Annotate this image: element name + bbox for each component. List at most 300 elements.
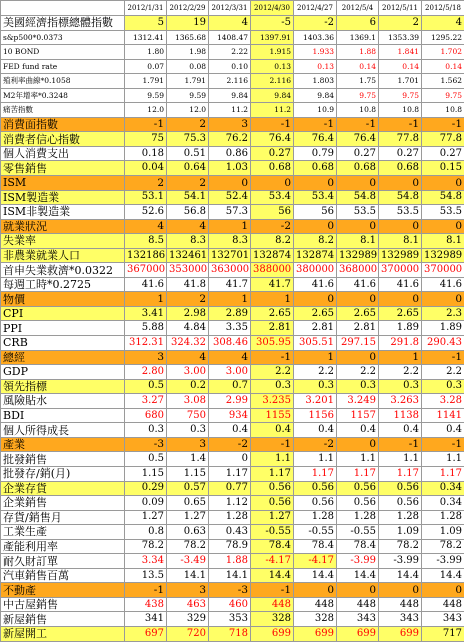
value-cell[interactable]: 53.5 xyxy=(379,205,422,220)
date-header-cell[interactable]: 2012/5/11 xyxy=(379,1,422,16)
value-cell[interactable]: 0.79 xyxy=(294,146,337,161)
value-cell[interactable]: 1.562 xyxy=(422,74,464,89)
value-cell[interactable]: 717 xyxy=(422,626,464,641)
value-cell[interactable]: 2.65 xyxy=(337,306,379,321)
value-cell[interactable]: 0.3 xyxy=(125,423,167,438)
value-cell[interactable]: 388000 xyxy=(251,263,294,278)
value-cell[interactable]: -4.17 xyxy=(251,554,294,569)
value-cell[interactable]: -3 xyxy=(125,437,167,452)
value-cell[interactable]: 0.56 xyxy=(379,481,422,496)
date-header-cell[interactable]: 2012/5/4 xyxy=(337,1,379,16)
value-cell[interactable]: 8.1 xyxy=(422,234,464,249)
value-cell[interactable]: -3.99 xyxy=(422,554,464,569)
value-cell[interactable]: 0.27 xyxy=(422,146,464,161)
value-cell[interactable]: 12.0 xyxy=(167,103,209,118)
value-cell[interactable]: 0.3 xyxy=(251,379,294,394)
value-cell[interactable]: 1.80 xyxy=(125,45,167,60)
value-cell[interactable]: 54.8 xyxy=(337,190,379,205)
row-label-cell[interactable]: 不動產 xyxy=(1,583,125,598)
date-header-cell[interactable]: 2012/2/29 xyxy=(167,1,209,16)
value-cell[interactable]: 750 xyxy=(167,408,209,423)
value-cell[interactable]: 1.28 xyxy=(209,510,251,525)
value-cell[interactable]: 53.4 xyxy=(251,190,294,205)
value-cell[interactable]: 0.13 xyxy=(294,59,337,74)
value-cell[interactable]: 1.27 xyxy=(125,510,167,525)
value-cell[interactable]: 367000 xyxy=(125,263,167,278)
value-cell[interactable]: 3.35 xyxy=(209,321,251,336)
value-cell[interactable]: 2.65 xyxy=(294,306,337,321)
value-cell[interactable]: 4 xyxy=(167,219,209,234)
row-label-cell[interactable]: ISM非製造業 xyxy=(1,205,125,220)
value-cell[interactable]: 1.09 xyxy=(379,525,422,540)
value-cell[interactable]: 132701 xyxy=(209,248,251,263)
value-cell[interactable]: 1.17 xyxy=(251,466,294,481)
row-label-cell[interactable]: ISM製造業 xyxy=(1,190,125,205)
value-cell[interactable]: 9.84 xyxy=(251,88,294,103)
value-cell[interactable]: 0.5 xyxy=(125,452,167,467)
value-cell[interactable]: 1.03 xyxy=(209,161,251,176)
value-cell[interactable]: -1 xyxy=(294,117,337,132)
value-cell[interactable]: 8.5 xyxy=(125,234,167,249)
value-cell[interactable]: 0.64 xyxy=(167,161,209,176)
value-cell[interactable]: 448 xyxy=(379,597,422,612)
value-cell[interactable]: 2.80 xyxy=(125,365,167,380)
value-cell[interactable]: 363000 xyxy=(209,263,251,278)
row-label-cell[interactable]: 總經 xyxy=(1,350,125,365)
row-label-cell[interactable]: 痛苦指數 xyxy=(1,103,125,118)
value-cell[interactable]: 78.4 xyxy=(294,539,337,554)
value-cell[interactable]: 3.235 xyxy=(251,394,294,409)
value-cell[interactable]: 78.9 xyxy=(209,539,251,554)
row-label-cell[interactable]: ISM xyxy=(1,176,125,191)
row-label-cell[interactable]: 零售銷售 xyxy=(1,161,125,176)
value-cell[interactable]: 0.3 xyxy=(337,379,379,394)
row-label-cell[interactable]: 存貨/銷售月 xyxy=(1,510,125,525)
value-cell[interactable]: 3.34 xyxy=(125,554,167,569)
value-cell[interactable]: 14.4 xyxy=(294,568,337,583)
value-cell[interactable]: 3 xyxy=(209,117,251,132)
value-cell[interactable]: 448 xyxy=(422,597,464,612)
value-cell[interactable]: 76.4 xyxy=(294,132,337,147)
value-cell[interactable]: -3.49 xyxy=(167,554,209,569)
value-cell[interactable]: 680 xyxy=(125,408,167,423)
value-cell[interactable]: 1.28 xyxy=(337,510,379,525)
value-cell[interactable]: 3.08 xyxy=(167,394,209,409)
value-cell[interactable]: 0.27 xyxy=(337,146,379,161)
value-cell[interactable]: 0.56 xyxy=(251,496,294,511)
value-cell[interactable]: 1 xyxy=(251,292,294,307)
value-cell[interactable]: 4 xyxy=(422,16,464,31)
value-cell[interactable]: -5 xyxy=(251,16,294,31)
value-cell[interactable]: 3.00 xyxy=(209,365,251,380)
row-label-cell[interactable]: 10 BOND xyxy=(1,45,125,60)
value-cell[interactable]: 10.8 xyxy=(337,103,379,118)
value-cell[interactable]: 19 xyxy=(167,16,209,31)
value-cell[interactable]: 4 xyxy=(209,350,251,365)
value-cell[interactable]: 0.56 xyxy=(337,481,379,496)
value-cell[interactable]: 0 xyxy=(294,219,337,234)
value-cell[interactable]: 6 xyxy=(337,16,379,31)
value-cell[interactable]: 57.3 xyxy=(209,205,251,220)
value-cell[interactable]: 54.8 xyxy=(422,190,464,205)
value-cell[interactable]: 1.1 xyxy=(251,452,294,467)
value-cell[interactable]: 0.86 xyxy=(209,146,251,161)
row-label-cell[interactable]: 新屋開工 xyxy=(1,626,125,641)
row-label-cell[interactable]: 失業率 xyxy=(1,234,125,249)
row-label-cell[interactable]: 耐久財訂單 xyxy=(1,554,125,569)
value-cell[interactable]: 2.81 xyxy=(337,321,379,336)
value-cell[interactable]: 0.3 xyxy=(422,379,464,394)
value-cell[interactable]: 699 xyxy=(379,626,422,641)
value-cell[interactable]: 0.27 xyxy=(379,146,422,161)
value-cell[interactable]: 41.6 xyxy=(294,277,337,292)
value-cell[interactable]: 2 xyxy=(167,176,209,191)
value-cell[interactable]: 78.2 xyxy=(125,539,167,554)
value-cell[interactable]: 2.116 xyxy=(209,74,251,89)
value-cell[interactable]: 0.04 xyxy=(125,161,167,176)
value-cell[interactable]: 448 xyxy=(337,597,379,612)
row-label-cell[interactable]: CPI xyxy=(1,306,125,321)
value-cell[interactable]: 1353.39 xyxy=(379,30,422,45)
value-cell[interactable]: 305.51 xyxy=(294,336,337,351)
value-cell[interactable]: 56 xyxy=(294,205,337,220)
value-cell[interactable]: 0 xyxy=(337,350,379,365)
value-cell[interactable]: 1.933 xyxy=(294,45,337,60)
value-cell[interactable]: 8.1 xyxy=(379,234,422,249)
value-cell[interactable]: 2 xyxy=(167,117,209,132)
value-cell[interactable]: 0 xyxy=(422,292,464,307)
value-cell[interactable]: 0 xyxy=(422,176,464,191)
value-cell[interactable]: 2.2 xyxy=(422,365,464,380)
value-cell[interactable]: 0.68 xyxy=(337,161,379,176)
value-cell[interactable]: 8.2 xyxy=(251,234,294,249)
value-cell[interactable]: 0.4 xyxy=(294,423,337,438)
value-cell[interactable]: 4.84 xyxy=(167,321,209,336)
value-cell[interactable]: -3 xyxy=(209,583,251,598)
row-label-cell[interactable]: 企業存貨 xyxy=(1,481,125,496)
value-cell[interactable]: 0.18 xyxy=(125,146,167,161)
value-cell[interactable]: 9.59 xyxy=(167,88,209,103)
value-cell[interactable]: 368000 xyxy=(337,263,379,278)
value-cell[interactable]: 0 xyxy=(337,583,379,598)
value-cell[interactable]: 41.8 xyxy=(167,277,209,292)
value-cell[interactable]: 14.4 xyxy=(251,568,294,583)
row-label-cell[interactable]: 物價 xyxy=(1,292,125,307)
value-cell[interactable]: 0 xyxy=(337,437,379,452)
value-cell[interactable]: 308.46 xyxy=(209,336,251,351)
value-cell[interactable]: 1.1 xyxy=(337,452,379,467)
value-cell[interactable]: 291.8 xyxy=(379,336,422,351)
value-cell[interactable]: 1.841 xyxy=(379,45,422,60)
value-cell[interactable]: 1 xyxy=(209,219,251,234)
value-cell[interactable]: 370000 xyxy=(379,263,422,278)
value-cell[interactable]: 10.8 xyxy=(379,103,422,118)
value-cell[interactable]: 9.59 xyxy=(125,88,167,103)
row-label-cell[interactable]: 首申失業救濟*0.0322 xyxy=(1,263,125,278)
value-cell[interactable]: 448 xyxy=(294,597,337,612)
value-cell[interactable]: 341 xyxy=(125,612,167,627)
value-cell[interactable]: 0.07 xyxy=(125,59,167,74)
value-cell[interactable]: 0 xyxy=(379,583,422,598)
value-cell[interactable]: 1.09 xyxy=(422,525,464,540)
value-cell[interactable]: -2 xyxy=(294,437,337,452)
value-cell[interactable]: 1.791 xyxy=(167,74,209,89)
value-cell[interactable]: 41.7 xyxy=(251,277,294,292)
value-cell[interactable]: 3.249 xyxy=(337,394,379,409)
value-cell[interactable]: 0.3 xyxy=(294,379,337,394)
value-cell[interactable]: 53.4 xyxy=(294,190,337,205)
value-cell[interactable]: 0 xyxy=(294,176,337,191)
row-label-cell[interactable]: 消費者信心指數 xyxy=(1,132,125,147)
value-cell[interactable]: 0 xyxy=(209,452,251,467)
value-cell[interactable]: 1.12 xyxy=(209,496,251,511)
row-label-cell[interactable]: 就業狀況 xyxy=(1,219,125,234)
value-cell[interactable]: 75 xyxy=(125,132,167,147)
value-cell[interactable]: 0 xyxy=(294,292,337,307)
row-label-cell[interactable]: 消費面指數 xyxy=(1,117,125,132)
value-cell[interactable]: 0 xyxy=(337,219,379,234)
value-cell[interactable]: 1.803 xyxy=(294,74,337,89)
value-cell[interactable]: 0.4 xyxy=(337,423,379,438)
row-label-cell[interactable]: 殖利率曲線*0.1058 xyxy=(1,74,125,89)
value-cell[interactable]: 1.28 xyxy=(294,510,337,525)
value-cell[interactable]: 0.7 xyxy=(209,379,251,394)
value-cell[interactable]: 41.6 xyxy=(422,277,464,292)
row-label-cell[interactable]: 個人所得成長 xyxy=(1,423,125,438)
value-cell[interactable]: 9.84 xyxy=(209,88,251,103)
value-cell[interactable]: 699 xyxy=(294,626,337,641)
value-cell[interactable]: 0.3 xyxy=(167,423,209,438)
value-cell[interactable]: 1.4 xyxy=(167,452,209,467)
value-cell[interactable]: 14.1 xyxy=(167,568,209,583)
value-cell[interactable]: 343 xyxy=(379,612,422,627)
value-cell[interactable]: 0.14 xyxy=(379,59,422,74)
value-cell[interactable]: 4 xyxy=(167,350,209,365)
value-cell[interactable]: 0.68 xyxy=(251,161,294,176)
value-cell[interactable]: 0.56 xyxy=(294,481,337,496)
value-cell[interactable]: 0.4 xyxy=(251,423,294,438)
value-cell[interactable]: 1.88 xyxy=(209,554,251,569)
value-cell[interactable]: 1.89 xyxy=(422,321,464,336)
row-label-cell[interactable]: s&p500*0.0373 xyxy=(1,30,125,45)
value-cell[interactable]: 1.17 xyxy=(422,466,464,481)
row-label-cell[interactable]: 新屋銷售 xyxy=(1,612,125,627)
value-cell[interactable]: 0 xyxy=(294,583,337,598)
row-label-cell[interactable]: GDP xyxy=(1,365,125,380)
value-cell[interactable]: 0 xyxy=(379,219,422,234)
value-cell[interactable]: 328 xyxy=(251,612,294,627)
value-cell[interactable]: 329 xyxy=(167,612,209,627)
value-cell[interactable]: 697 xyxy=(125,626,167,641)
value-cell[interactable]: 52.4 xyxy=(209,190,251,205)
value-cell[interactable]: 699 xyxy=(337,626,379,641)
value-cell[interactable]: 8.1 xyxy=(337,234,379,249)
value-cell[interactable]: -3.99 xyxy=(379,554,422,569)
value-cell[interactable]: 0.2 xyxy=(167,379,209,394)
value-cell[interactable]: 312.31 xyxy=(125,336,167,351)
value-cell[interactable]: -1 xyxy=(422,350,464,365)
row-label-cell[interactable]: M2年增率*0.3248 xyxy=(1,88,125,103)
value-cell[interactable]: 0.57 xyxy=(167,481,209,496)
value-cell[interactable]: 0.08 xyxy=(167,59,209,74)
row-label-cell[interactable]: 風險貼水 xyxy=(1,394,125,409)
value-cell[interactable]: 0 xyxy=(379,292,422,307)
value-cell[interactable]: 11.2 xyxy=(251,103,294,118)
value-cell[interactable]: 9.75 xyxy=(379,88,422,103)
value-cell[interactable]: 1403.36 xyxy=(294,30,337,45)
value-cell[interactable]: 720 xyxy=(167,626,209,641)
value-cell[interactable]: 1.17 xyxy=(209,466,251,481)
value-cell[interactable]: 1.89 xyxy=(379,321,422,336)
value-cell[interactable]: -2 xyxy=(251,219,294,234)
value-cell[interactable]: 78.2 xyxy=(422,539,464,554)
value-cell[interactable]: 3 xyxy=(167,437,209,452)
value-cell[interactable]: 353 xyxy=(209,612,251,627)
value-cell[interactable]: 52.6 xyxy=(125,205,167,220)
value-cell[interactable]: 56.8 xyxy=(167,205,209,220)
value-cell[interactable]: -0.55 xyxy=(251,525,294,540)
value-cell[interactable]: 0.51 xyxy=(167,146,209,161)
value-cell[interactable]: 1.28 xyxy=(422,510,464,525)
value-cell[interactable]: 2.2 xyxy=(251,365,294,380)
value-cell[interactable]: 12.0 xyxy=(125,103,167,118)
value-cell[interactable]: 78.2 xyxy=(167,539,209,554)
value-cell[interactable]: 2.116 xyxy=(251,74,294,89)
row-label-cell[interactable]: CRB xyxy=(1,336,125,351)
value-cell[interactable]: 0.14 xyxy=(337,59,379,74)
value-cell[interactable]: 2.99 xyxy=(209,394,251,409)
value-cell[interactable]: 0.65 xyxy=(167,496,209,511)
value-cell[interactable]: 0.63 xyxy=(167,525,209,540)
value-cell[interactable]: 76.4 xyxy=(337,132,379,147)
value-cell[interactable]: 460 xyxy=(209,597,251,612)
value-cell[interactable]: 14.4 xyxy=(379,568,422,583)
value-cell[interactable]: -1 xyxy=(125,583,167,598)
value-cell[interactable]: 1 xyxy=(294,350,337,365)
value-cell[interactable]: 3 xyxy=(125,350,167,365)
row-label-cell[interactable]: 批發銷售 xyxy=(1,452,125,467)
value-cell[interactable]: 2.81 xyxy=(251,321,294,336)
date-header-cell[interactable]: 2012/4/30 xyxy=(251,1,294,16)
value-cell[interactable]: 1155 xyxy=(251,408,294,423)
value-cell[interactable]: 1157 xyxy=(337,408,379,423)
value-cell[interactable]: 10.9 xyxy=(294,103,337,118)
value-cell[interactable]: -2 xyxy=(294,16,337,31)
value-cell[interactable]: 0.56 xyxy=(337,496,379,511)
value-cell[interactable]: 1 xyxy=(379,350,422,365)
value-cell[interactable]: 0 xyxy=(379,176,422,191)
value-cell[interactable]: 1408.47 xyxy=(209,30,251,45)
value-cell[interactable]: 132874 xyxy=(294,248,337,263)
value-cell[interactable]: 2.2 xyxy=(379,365,422,380)
date-header-cell[interactable]: 2012/4/27 xyxy=(294,1,337,16)
value-cell[interactable]: 1.17 xyxy=(337,466,379,481)
value-cell[interactable]: 53.1 xyxy=(125,190,167,205)
row-label-cell[interactable]: 非農業就業人口 xyxy=(1,248,125,263)
value-cell[interactable]: 9.84 xyxy=(294,88,337,103)
value-cell[interactable]: 370000 xyxy=(422,263,464,278)
value-cell[interactable]: 2.89 xyxy=(209,306,251,321)
value-cell[interactable]: -1 xyxy=(251,117,294,132)
value-cell[interactable]: 1365.68 xyxy=(167,30,209,45)
value-cell[interactable]: 1138 xyxy=(379,408,422,423)
value-cell[interactable]: 0.4 xyxy=(422,423,464,438)
value-cell[interactable]: 53.5 xyxy=(422,205,464,220)
value-cell[interactable]: 1397.91 xyxy=(251,30,294,45)
value-cell[interactable]: 10.8 xyxy=(422,103,464,118)
row-label-cell[interactable]: 中古屋銷售 xyxy=(1,597,125,612)
value-cell[interactable]: 14.1 xyxy=(209,568,251,583)
value-cell[interactable]: 53.5 xyxy=(337,205,379,220)
value-cell[interactable]: 77.8 xyxy=(379,132,422,147)
value-cell[interactable]: 1.75 xyxy=(337,74,379,89)
value-cell[interactable]: 0 xyxy=(422,219,464,234)
value-cell[interactable]: 132989 xyxy=(379,248,422,263)
value-cell[interactable]: 2 xyxy=(379,16,422,31)
value-cell[interactable]: 3.41 xyxy=(125,306,167,321)
value-cell[interactable]: -1 xyxy=(379,437,422,452)
row-label-cell[interactable]: 工業生產 xyxy=(1,525,125,540)
value-cell[interactable]: 0.29 xyxy=(125,481,167,496)
value-cell[interactable]: -1 xyxy=(251,583,294,598)
value-cell[interactable]: 11.2 xyxy=(209,103,251,118)
value-cell[interactable]: 3.00 xyxy=(167,365,209,380)
value-cell[interactable]: 297.15 xyxy=(337,336,379,351)
value-cell[interactable]: 78.4 xyxy=(337,539,379,554)
row-label-cell[interactable]: 批發存/銷(月) xyxy=(1,466,125,481)
date-header-cell[interactable]: 2012/3/31 xyxy=(209,1,251,16)
value-cell[interactable]: 2.2 xyxy=(294,365,337,380)
value-cell[interactable]: 8.2 xyxy=(294,234,337,249)
value-cell[interactable]: 0.27 xyxy=(251,146,294,161)
value-cell[interactable]: -1 xyxy=(251,437,294,452)
value-cell[interactable]: 41.6 xyxy=(379,277,422,292)
value-cell[interactable]: 1.15 xyxy=(167,466,209,481)
value-cell[interactable]: 132186 xyxy=(125,248,167,263)
value-cell[interactable]: 2.65 xyxy=(251,306,294,321)
date-header-cell[interactable]: 2012/5/18 xyxy=(422,1,464,16)
value-cell[interactable]: 448 xyxy=(251,597,294,612)
value-cell[interactable]: 8.3 xyxy=(167,234,209,249)
value-cell[interactable]: 78.4 xyxy=(251,539,294,554)
value-cell[interactable]: 14.4 xyxy=(337,568,379,583)
value-cell[interactable]: 0.8 xyxy=(125,525,167,540)
value-cell[interactable]: 380000 xyxy=(294,263,337,278)
value-cell[interactable]: 1.17 xyxy=(294,466,337,481)
value-cell[interactable]: 1156 xyxy=(294,408,337,423)
value-cell[interactable]: 1.702 xyxy=(422,45,464,60)
value-cell[interactable]: -2 xyxy=(209,437,251,452)
value-cell[interactable]: 1.27 xyxy=(167,510,209,525)
value-cell[interactable]: 75.3 xyxy=(167,132,209,147)
value-cell[interactable]: 1.915 xyxy=(251,45,294,60)
row-label-cell[interactable]: PPI xyxy=(1,321,125,336)
value-cell[interactable]: 0 xyxy=(209,176,251,191)
value-cell[interactable]: 1.1 xyxy=(422,452,464,467)
value-cell[interactable]: 0.10 xyxy=(209,59,251,74)
value-cell[interactable]: 2.22 xyxy=(209,45,251,60)
value-cell[interactable]: 1369.1 xyxy=(337,30,379,45)
value-cell[interactable]: 1.15 xyxy=(125,466,167,481)
value-cell[interactable]: 1.27 xyxy=(251,510,294,525)
value-cell[interactable]: 132989 xyxy=(422,248,464,263)
value-cell[interactable]: -0.55 xyxy=(294,525,337,540)
value-cell[interactable]: 13.5 xyxy=(125,568,167,583)
value-cell[interactable]: 290.43 xyxy=(422,336,464,351)
value-cell[interactable]: 0.34 xyxy=(422,481,464,496)
value-cell[interactable]: -4.17 xyxy=(294,554,337,569)
value-cell[interactable]: 41.6 xyxy=(125,277,167,292)
